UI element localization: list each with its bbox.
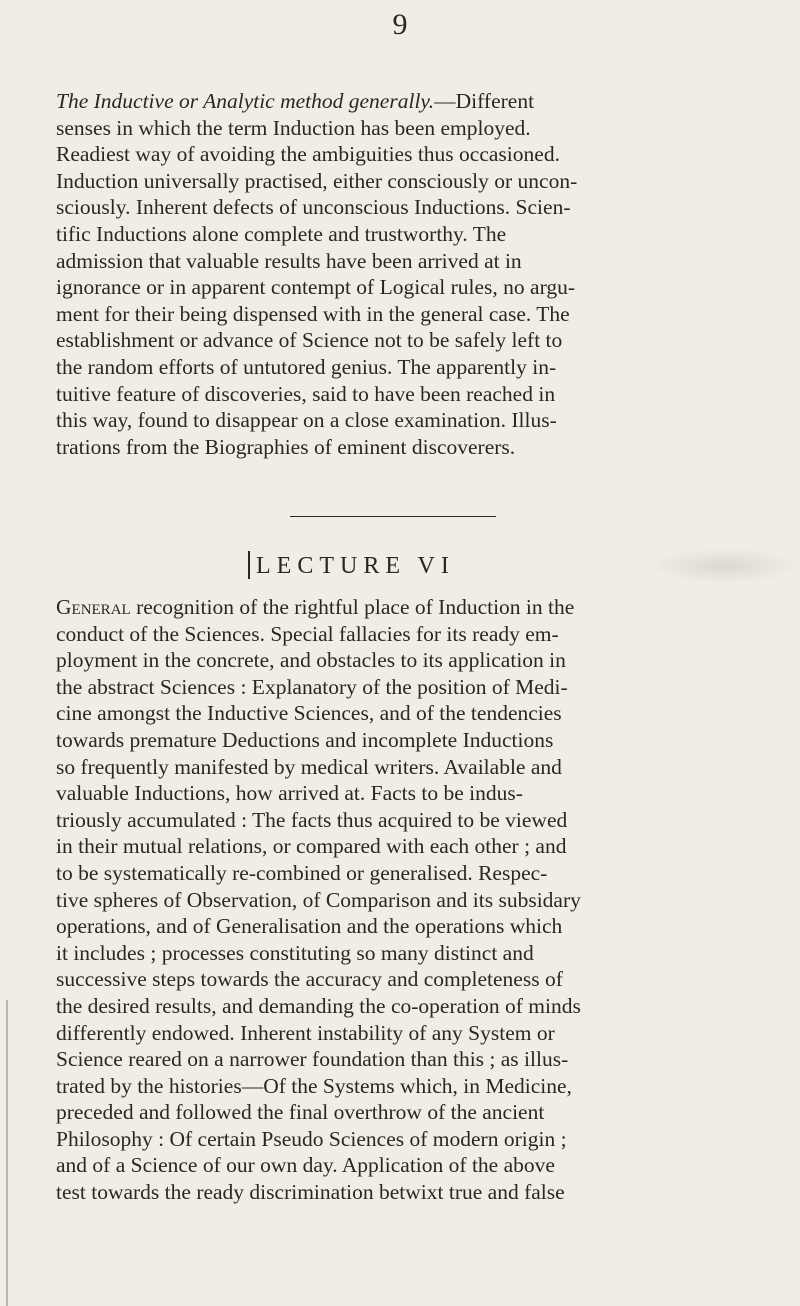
- text-line: tuitive feature of discoveries, said to have been reached in: [56, 381, 556, 406]
- text-line: Readiest way of avoiding the ambiguities thus occasioned.: [56, 142, 560, 167]
- text-line: Philosophy : Of certain Pseudo Sciences of modern origin ;: [56, 1126, 567, 1151]
- text-line: this way, found to disappear on a close examination. Illus-: [56, 408, 557, 433]
- text-line: admission that valuable results have been arrived at in: [56, 248, 522, 273]
- text-line: and of a Science of our own day. Application of the above: [56, 1153, 555, 1178]
- text-line: The Inductive or Analytic method generally.—Different: [56, 89, 535, 113]
- text-line: valuable Inductions, how arrived at. Facts to be indus-: [56, 781, 523, 806]
- paragraph-lecture-v-summary: [56, 88, 772, 460]
- lead-word: General: [56, 595, 131, 619]
- text-line: differently endowed. Inherent instability of any System or: [56, 1020, 555, 1045]
- text-line: ment for their being dispensed with in the general case. The: [56, 301, 570, 326]
- text-line: the desired results, and demanding the co-operation of minds: [56, 993, 581, 1018]
- heading-bracket-mark: [248, 551, 254, 579]
- text-line: cine amongst the Inductive Sciences, and of the tendencies: [56, 701, 562, 726]
- text-line: the abstract Sciences : Explanatory of the position of Medi-: [56, 674, 568, 699]
- text-line: trations from the Biographies of eminent discoverers.: [56, 434, 516, 459]
- ink-smudge: [650, 548, 800, 584]
- text-line: towards premature Deductions and incomplete Inductions: [56, 727, 554, 752]
- text-line: Science reared on a narrower foundation than this ; as illus-: [56, 1047, 569, 1072]
- text-line: triously accumulated : The facts thus acquired to be viewed: [56, 807, 568, 832]
- binding-margin-line: [6, 1000, 8, 1306]
- text-line: establishment or advance of Science not to be safely left to: [56, 328, 563, 353]
- text-line: it includes ; processes constituting so many distinct and: [56, 940, 534, 965]
- text-line: preceded and followed the final overthrow of the ancient: [56, 1100, 545, 1125]
- paragraph-lecture-vi-summary: [56, 594, 772, 1206]
- section-title: The Inductive or Analytic method generally.: [56, 89, 435, 113]
- text-line: trated by the histories—Of the Systems which, in Medicine,: [56, 1073, 572, 1098]
- text-line: sciously. Inherent defects of unconscious Inductions. Scien-: [56, 195, 571, 220]
- text-line: tific Inductions alone complete and trustworthy. The: [56, 221, 507, 246]
- text-line: in their mutual relations, or compared with each other ; and: [56, 834, 567, 859]
- section-divider: [290, 516, 496, 517]
- text-line: successive steps towards the accuracy and completeness of: [56, 967, 563, 992]
- page-number: 9: [392, 8, 408, 41]
- text-line: General recognition of the rightful place of Induction in the: [56, 595, 575, 619]
- text-line: test towards the ready discrimination betwixt true and false: [56, 1180, 565, 1205]
- text-line: so frequently manifested by medical writers. Available and: [56, 754, 562, 779]
- text-line: Induction universally practised, either consciously or uncon-: [56, 168, 578, 193]
- text-line: conduct of the Sciences. Special fallacies for its ready em-: [56, 621, 559, 646]
- text-line: ignorance or in apparent contempt of Logical rules, no argu-: [56, 275, 576, 300]
- text-line: tive spheres of Observation, of Comparison and its subsidary: [56, 887, 581, 912]
- text-line: to be systematically re-combined or generalised. Respec-: [56, 860, 548, 885]
- lecture-heading: [256, 554, 455, 578]
- text-line: ployment in the concrete, and obstacles to its application in: [56, 648, 566, 673]
- text-line: senses in which the term Induction has been employed.: [56, 115, 531, 140]
- lecture-heading-text: LECTURE VI: [256, 553, 455, 579]
- text-line: operations, and of Generalisation and the operations which: [56, 914, 563, 939]
- text-line: the random efforts of untutored genius. The apparently in-: [56, 354, 557, 379]
